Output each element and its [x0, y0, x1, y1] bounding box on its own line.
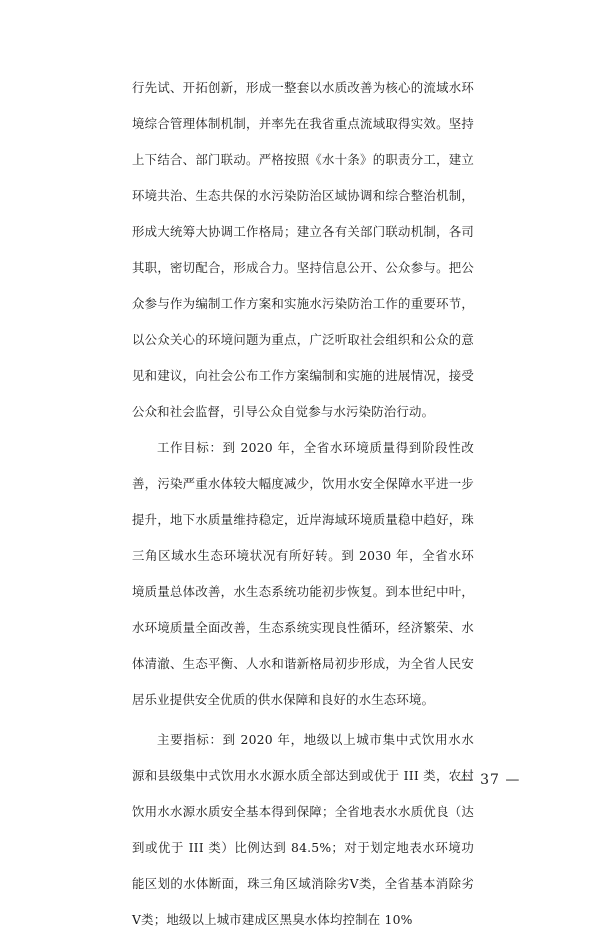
- paragraph-main-indicators: 主要指标：到 2020 年，地级以上城市集中式饮用水水源和县级集中式饮用水水源水质全部达到或优于 III 类，农村饮用水水源水质安全基本得到保障；全省地表水水质优良（达到或优于 III 类）比例达到 84.5%；对于划定地表水环境功能区划的水体断面，珠三角区域消除劣Ⅴ类，全省基本消除劣Ⅴ类；地级以上城市建成区黑臭水体均控制在 10%: [132, 732, 474, 927]
- paragraph-principles: 行先试、开拓创新，形成一整套以水质改善为核心的流域水环境综合管理体制机制，并率先在我省重点流域取得实效。坚持上下结合、部门联动。严格按照《水十条》的职责分工，建立环境共治、生态共保的水污染防治区域协调和综合整治机制，形成大统筹大协调工作格局；建立各有关部门联动机制，各司其职，密切配合，形成合力。坚持信息公开、公众参与。把公众参与作为编制工作方案和实施水污染防治工作的重要环节，以公众关心的环境问题为重点，广泛听取社会组织和公众的意见和建议，向社会公布工作方案编制和实施的进展情况，接受公众和社会监督，引导公众自觉参与水污染防治行动。: [132, 80, 474, 419]
- document-body: [132, 70, 474, 938]
- paragraph-work-goals: 工作目标：到 2020 年，全省水环境质量得到阶段性改善，污染严重水体较大幅度减少，饮用水安全保障水平进一步提升，地下水质量维持稳定，近岸海域环境质量稳中趋好，珠三角区域水生态环境状况有所好转。到 2030 年，全省水环境质量总体改善，水生态系统功能初步恢复。到本世纪中叶，水环境质量全面改善，生态系统实现良性循环，经济繁荣、水体清澈、生态平衡、人水和谐新格局初步形成，为全省人民安居乐业提供安全优质的供水保障和良好的水生态环境。: [132, 440, 474, 707]
- page-number: — 37 —: [459, 772, 521, 788]
